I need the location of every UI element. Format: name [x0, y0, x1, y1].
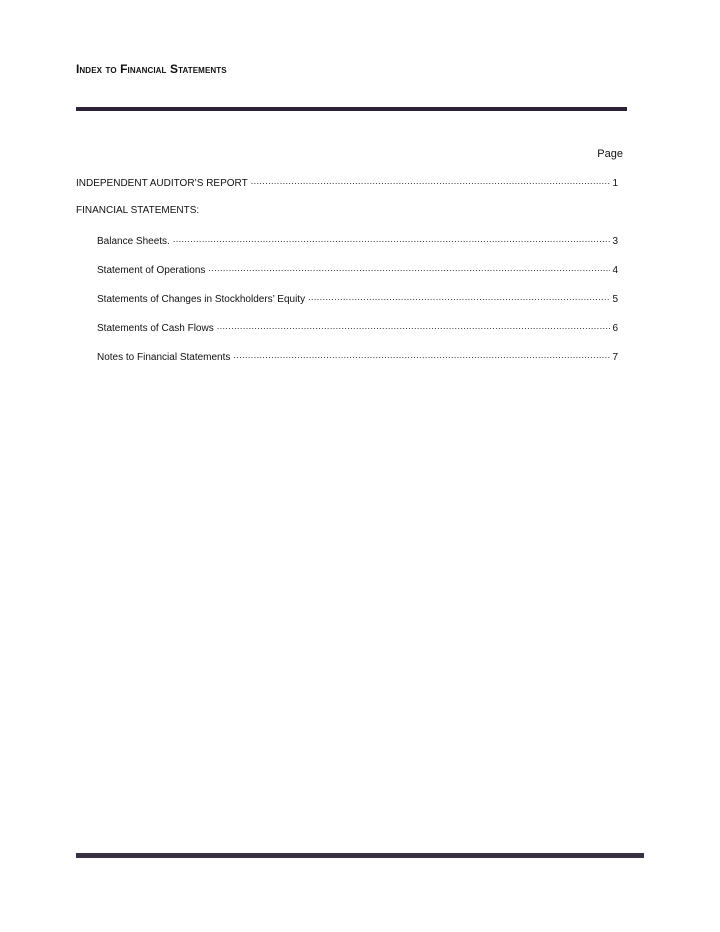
toc-entry-notes[interactable]	[76, 350, 618, 379]
toc-entry-page: 4	[612, 265, 618, 276]
toc-entry-page: 6	[612, 323, 618, 334]
page-title: Index to Financial Statements	[76, 62, 227, 76]
top-rule	[76, 107, 627, 111]
toc-entry-label: Statement of Operations	[97, 265, 206, 276]
bottom-rule	[76, 853, 644, 858]
dot-leader	[233, 350, 610, 360]
toc-entry-cash-flows[interactable]	[76, 321, 618, 350]
page-column-label: Page	[597, 148, 623, 160]
dot-leader	[208, 263, 610, 273]
toc-entry-page: 5	[612, 294, 618, 305]
toc-entry-page: 3	[612, 236, 618, 247]
toc-entry-page: 7	[612, 352, 618, 363]
dot-leader	[251, 176, 610, 186]
toc-entry-balance-sheets[interactable]	[76, 234, 618, 263]
toc-entry-statement-of-operations[interactable]	[76, 263, 618, 292]
toc-entry-label: Balance Sheets.	[97, 236, 170, 247]
toc-entry-label: Notes to Financial Statements	[97, 352, 231, 363]
toc-entry-page: 1	[612, 178, 618, 189]
toc-entry-auditors-report[interactable]	[76, 176, 618, 205]
toc-entry-label: Statements of Cash Flows	[97, 323, 214, 334]
toc-entry-label: INDEPENDENT AUDITOR’S REPORT	[76, 178, 248, 189]
dot-leader	[308, 292, 610, 302]
toc-entry-stockholders-equity[interactable]	[76, 292, 618, 321]
dot-leader	[173, 234, 610, 244]
toc-entry-label: Statements of Changes in Stockholders’ Equity	[97, 294, 306, 305]
dot-leader	[217, 321, 610, 331]
table-of-contents	[76, 176, 618, 379]
toc-section-heading: FINANCIAL STATEMENTS:	[76, 205, 200, 216]
